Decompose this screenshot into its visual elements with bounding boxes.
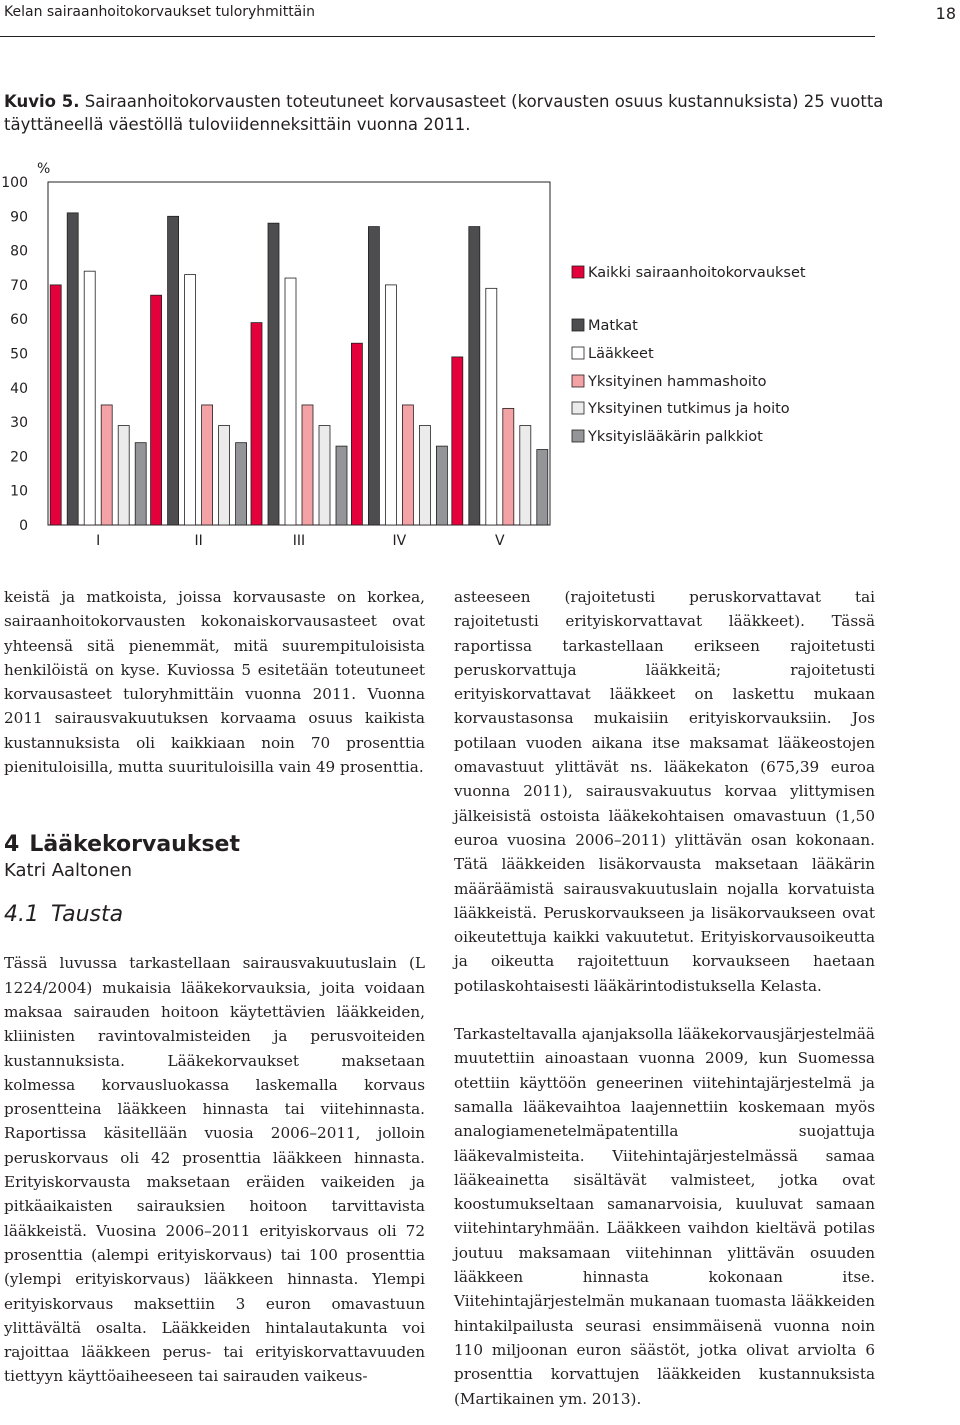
bar — [135, 443, 146, 525]
bar-series — [50, 213, 548, 525]
chart-legend — [572, 265, 806, 445]
y-tick-label: 90 — [10, 209, 28, 226]
bar — [486, 288, 497, 525]
bar — [236, 443, 247, 525]
legend-swatch — [572, 319, 584, 331]
section-author: Katri Aaltonen — [4, 860, 133, 882]
bar — [436, 446, 447, 525]
paragraph: Tarkasteltavalla ajanjaksolla lääkekorvausjärjestelmää muutettiin ainoastaan vuonna 2009, kun Suomessa otettiin käyttöön geneerinen viitehintajärjestelmä ja samalla lääkevaihtoa laajennettiin koskemaan myös analogiamenetelmäpatentilla suojattuja lääkevalmisteita. Viitehintajärjestelmässä samaa lääkeainetta sisältävät valmisteet, jotka ovat koostumukseltaan samanarvoisia, kuuluvat samaan viitehintaryhmään. Lääkkeen vaihdon kieltävä potilas joutuu maksamaan viitehinnan ylittävän osuuden lääkkeen hinnasta kokonaan itse. Viitehintajärjestelmän mukanaan tuomasta lääkkeiden hintakilpailusta seurasi ensimmäisenä vuonna noin 110 miljoonan euron säästöt, jotka olivat arviolta 6 prosenttia korvattujen lääkkeiden kustannuksista (Martikainen ym. 2013). — [454, 1025, 875, 1408]
y-tick-label: 100 — [1, 175, 28, 191]
x-tick-label: II — [194, 533, 203, 549]
page-header — [4, 0, 956, 26]
bar — [537, 450, 548, 525]
bar — [385, 285, 396, 525]
bar — [503, 408, 514, 525]
legend-entry: Matkat — [588, 318, 638, 334]
bar — [101, 405, 112, 525]
y-tick-label: 20 — [10, 449, 28, 466]
bar-chart — [0, 150, 960, 560]
paragraph: asteeseen (rajoitetusti peruskorvattavat tai rajoitetusti erityiskorvattavat lääkkeet). Tässä raportissa tarkastellaan erikseen rajoitetusti peruskorvattuja lääkkeitä; rajoitetusti erityiskorvattavat lääkkeet on laskettu mukaan korvaustasonsa mukaisiin erityiskorvauksiin. Jos potilaan vuoden aikana itse maksamat lääkeostojen omavastuut ylittävät ns. lääkekaton (675,39 euroa vuonna 2011), sairausvakuutus korvaa ylittymisen jälkeisistä ostoista lääkekohtaisen omavastuun (1,50 euroa vuosina 2006–2011) ylittävän osan kokonaan. Tätä lääkkeiden lisäkorvausta maksetaan lääkärin määräämistä sairausvakuutuslain nojalla korvatuista lääkkeistä. Peruskorvaukseen ja lisäkorvaukseen ovat oikeutettuja kaikki vakuutetut. Erityiskorvausoikeutta ja oikeutta rajoitettuun korvaukseen haetaan potilaskohtaisesti lääkärintodistuksella Kelasta. — [454, 588, 875, 995]
bar — [202, 405, 213, 525]
legend-swatch — [572, 347, 584, 359]
x-tick-label: IV — [392, 533, 407, 549]
bar — [336, 446, 347, 525]
legend-swatch — [572, 266, 584, 278]
bar — [50, 285, 61, 525]
subsection-number: 4.1 — [4, 902, 39, 928]
bar — [351, 343, 362, 525]
bar — [251, 323, 262, 525]
bar — [419, 426, 430, 525]
legend-entry: Lääkkeet — [588, 346, 654, 362]
paragraph: keistä ja matkoista, joissa korvausaste on korkea, sairaanhoitokorvausten kokonaiskorvausasteet ovat yhteensä sitä pienemmät, mitä suurempituloisista henkilöistä on kyse. Kuviossa 5 esitetään toteutuneet korvausasteet tuloryhmittäin vuonna 2011. Vuonna 2011 sairausvakuutuksen korvaama osuus kaikista kustannuksista oli kaikkiaan noin 70 prosenttia pienituloisilla, mutta suurituloisilla vain 49 prosenttia. — [4, 588, 425, 777]
y-tick-label: 50 — [10, 346, 28, 363]
running-title: Kelan sairaanhoitokorvaukset tuloryhmittäin — [4, 4, 316, 20]
bar — [268, 223, 279, 525]
legend-entry: Kaikki sairaanhoitokorvaukset — [588, 265, 806, 281]
bar — [67, 213, 78, 525]
legend-entry: Yksityinen hammashoito — [588, 374, 767, 390]
bar — [469, 227, 480, 525]
section-title: Lääkekorvaukset — [29, 832, 240, 858]
bar — [302, 405, 313, 525]
bar — [368, 227, 379, 525]
y-tick-label: 60 — [10, 312, 28, 329]
bar — [168, 216, 179, 525]
bar — [219, 426, 230, 525]
y-tick-label: 0 — [19, 518, 28, 534]
header-divider — [0, 36, 875, 37]
bar — [285, 278, 296, 525]
legend-entry: Yksityinen tutkimus ja hoito — [588, 401, 790, 417]
bar — [84, 271, 95, 525]
bar — [185, 275, 196, 525]
figure-label: Kuvio 5. — [4, 92, 80, 111]
paragraph: Tässä luvussa tarkastellaan sairausvakuutuslain (L 1224/2004) mukaisia lääkekorvauksia, joita voidaan maksaa sairauden hoitoon käytettävien lääkkeiden, kliinisten ravintovalmisteiden ja perusvoiteiden kustannuksista. Lääkekorvaukset maksetaan kolmessa korvausluokassa laskemalla korvaus prosentteina lääkkeen hinnasta tai viitehinnasta. Raportissa käsitellään vuosia 2006–2011, jolloin peruskorvaus oli 42 prosenttia lääkkeen hinnasta. Erityiskorvausta maksetaan eräiden vaikeiden ja pitkäaikaisten sairauksien hoitoon tarvittavista lääkkeistä. Vuosina 2006–2011 erityiskorvaus oli 72 prosenttia (alempi erityiskorvaus) tai 100 prosenttia (ylempi erityiskorvaus) lääkkeen hinnasta. Ylempi erityiskorvaus maksettiin 3 euron omavastuun ylittävältä osalta. Lääkkeiden hintalautakunta voi rajoittaa lääkkeen perus- tai erityiskorvattavuuden tiettyyn käyttöaiheeseen tai sairauden vaikeus- — [4, 954, 425, 1386]
bar — [151, 295, 162, 525]
y-tick-label: 80 — [10, 243, 28, 260]
bar — [118, 426, 129, 525]
figure-caption — [4, 90, 884, 136]
y-axis-ticks — [1, 175, 28, 534]
legend-swatch — [572, 375, 584, 387]
y-tick-label: 30 — [10, 415, 28, 432]
x-tick-label: V — [495, 533, 505, 549]
figure-caption-text: Sairaanhoitokorvausten toteutuneet korvausasteet (korvausten osuus kustannuksista) 25 vuotta täyttäneellä väestöllä tuloviidenneksittäin vuonna 2011. — [4, 92, 884, 134]
bar — [452, 357, 463, 525]
section-heading — [4, 831, 425, 859]
legend-swatch — [572, 402, 584, 414]
legend-entry: Yksityislääkärin palkkiot — [588, 429, 763, 445]
x-tick-label: III — [292, 533, 306, 549]
y-tick-label: 10 — [10, 483, 28, 500]
bar — [319, 426, 330, 525]
x-tick-label: I — [96, 533, 101, 549]
y-axis-unit-label: % — [37, 161, 51, 177]
right-column — [454, 585, 875, 1411]
page-number: 18 — [935, 4, 956, 23]
legend-swatch — [572, 430, 584, 442]
y-tick-label: 40 — [10, 380, 28, 397]
bar — [520, 426, 531, 525]
left-column — [4, 585, 425, 1389]
x-axis-labels — [96, 533, 505, 549]
section-number: 4 — [4, 832, 20, 858]
subsection-heading — [4, 901, 425, 929]
y-tick-label: 70 — [10, 277, 28, 294]
bar — [402, 405, 413, 525]
subsection-title: Tausta — [51, 902, 124, 928]
